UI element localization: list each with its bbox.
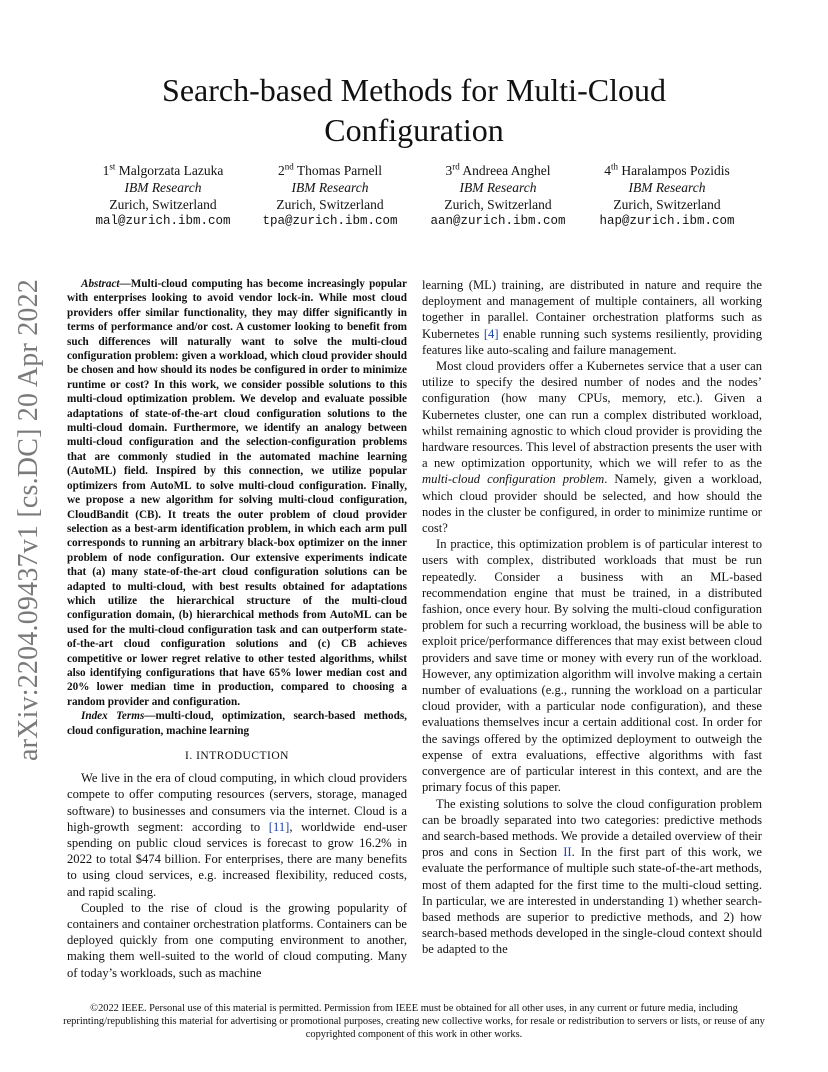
paragraph-text: The existing solutions to solve the cloud configuration problem can be broadly separated into two categories: predictive methods and search-based methods. We provide a detailed overview of their pros and cons in Section	[422, 796, 762, 860]
author-card	[78, 162, 248, 230]
author-location: Zurich, Switzerland	[613, 197, 721, 212]
paragraph-text: enable running such systems resiliently, providing features like auto-scaling and failure management.	[422, 326, 762, 357]
author-location: Zurich, Switzerland	[109, 197, 217, 212]
author-name: Malgorzata Lazuka	[118, 163, 224, 178]
index-terms	[67, 709, 407, 738]
introduction-body-right	[422, 277, 762, 958]
author-location: Zurich, Switzerland	[444, 197, 552, 212]
emphasized-term: multi-cloud configuration problem	[422, 472, 605, 487]
author-name-line: 1st Malgorzata Lazuka	[102, 161, 224, 178]
paragraph-text: Most cloud providers offer a Kubernetes service that a user can utilize to specify the desired number of nodes and the nodes’ configuration (how many CPUs, memory, etc.). Given a Kubernetes cluster, one can run a complex distributed workload, whilst remaining agnostic to which cloud provider is providing the hardware resources. This level of abstraction presents the user with a new optimization opportunity, which we will refer to as the	[422, 359, 762, 471]
index-terms-label: Index Terms	[81, 710, 145, 723]
author-email: hap@zurich.ibm.com	[599, 214, 735, 228]
section-heading: I. INTRODUCTION	[185, 750, 289, 762]
author-location: Zurich, Switzerland	[276, 197, 384, 212]
paragraph-text: learning (ML) training, are distributed in nature and require the deployment and management of multiple containers, all working together in parallel. Container orchestration platforms such as Kubernetes	[422, 278, 762, 341]
author-affiliation: IBM Research	[291, 180, 369, 195]
copyright-footer: ©2022 IEEE. Personal use of this material is permitted. Permission from IEEE must be obtained for all other uses, in any current or future media, including reprinting/republishing this material for advertising or promotional purposes, creating new collective works, for resale or redistribution to servers or lists, or reuse of any copyrighted component of this work in other works.	[63, 1003, 765, 1040]
author-name: Thomas Parnell	[296, 163, 382, 178]
author-affiliation: IBM Research	[124, 180, 202, 195]
author-affiliation: IBM Research	[628, 180, 706, 195]
abstract	[67, 277, 407, 709]
author-name: Andreea Anghel	[462, 163, 551, 178]
index-terms-text: —multi-cloud, optimization, search-based methods, cloud configuration, machine learning	[67, 710, 407, 737]
author-email: aan@zurich.ibm.com	[430, 214, 566, 228]
body-paragraph	[67, 770, 407, 900]
author-affiliation: IBM Research	[459, 180, 537, 195]
citation-link[interactable]: [4]	[483, 326, 499, 341]
paragraph-text: In practice, this optimization problem is of particular interest to users with complex, distributed workloads that must be run repeatedly. Consider a business with an ML-based recommendation engine that must be trained, in a distributed fashion, once every hour. By solving the multi-cloud configuration problem for such a recurring workload, the business will be able to exploit price/performance differences that may exist between cloud providers and save time or money with every run of the workload. However, any optimization algorithm will involve making a certain number of evaluations (e.g., running the workload on a particular cloud provider, with a particular node configuration), and these evaluations themselves incur a certain additional cost. In order for the savings offered by the optimized deployment to outweigh the expense of extra evaluations, effective algorithms with fast convergence are of particular interest in this context, and are the primary focus of this paper.	[422, 537, 762, 795]
body-paragraph	[422, 536, 762, 795]
arxiv-identifier-text: arXiv:2204.09437v1 [cs.DC] 20 Apr 2022	[13, 278, 45, 762]
paper-title-line-1: Search-based Methods for Multi-Cloud	[162, 72, 666, 108]
author-name: Haralampos Pozidis	[621, 163, 730, 178]
paragraph-text: . In the first part of this work, we evaluate the performance of multiple such state-of-the-art methods, most of them adapted for the first time to the multi-cloud setting. In particular, we are interested in understanding 1) whether search-based methods are superior to predictive methods, and 2) how search-based methods developed in the single-cloud context should be adapted to the	[422, 845, 762, 957]
abstract-label: Abstract	[81, 278, 120, 290]
author-name-line: 4th Haralampos Pozidis	[604, 161, 730, 178]
author-email: mal@zurich.ibm.com	[95, 214, 231, 228]
author-email: tpa@zurich.ibm.com	[262, 214, 398, 228]
paragraph-text: We live in the era of cloud computing, in which cloud providers compete to offer computing resources (servers, storage, managed software) to businesses and consumers via the internet. Cloud is a high-growth segment: according to	[67, 771, 407, 834]
author-card	[582, 162, 752, 230]
author-card	[413, 162, 583, 230]
paragraph-text: Coupled to the rise of cloud is the growing popularity of containers and container orchestration platforms. Containers can be deployed quickly from one computing environment to another, making them well-suited to the world of cloud computing. Many of today’s workloads, such as machine	[67, 900, 407, 980]
body-paragraph	[67, 900, 407, 981]
body-paragraph	[422, 277, 762, 358]
paragraph-text: . Namely, given a workload, which cloud provider should be selected, and how should the nodes in the cluster be configured, in order to minimize runtime or cost?	[422, 472, 762, 536]
paper-title-line-2: Configuration	[324, 112, 504, 148]
author-block	[0, 162, 828, 242]
left-column	[67, 277, 407, 981]
author-name-line: 2nd Thomas Parnell	[278, 161, 382, 178]
arxiv-identifier-stamp	[4, 280, 54, 760]
citation-link[interactable]: [11]	[268, 819, 290, 834]
body-paragraph	[422, 358, 762, 536]
paper-title	[60, 70, 768, 150]
introduction-body-left	[67, 770, 407, 981]
author-name-line: 3rd Andreea Anghel	[445, 161, 551, 178]
citation-link[interactable]: II	[563, 845, 572, 860]
author-card	[245, 162, 415, 230]
paragraph-text: , worldwide end-user spending on public cloud services is forecast to grow 16.2% in 2022 to total $474 billion. For enterprises, there are many benefits to using cloud services, e.g. increased flexibility, reduced costs, and rapid scaling.	[67, 819, 407, 899]
body-paragraph	[422, 796, 762, 958]
abstract-text: —Multi-cloud computing has become increasingly popular with enterprises looking to avoid vendor lock-in. While most cloud providers offer similar functionality, they may differ significantly in terms of performance and/or cost. A customer looking to benefit from such differences will naturally want to solve the multi-cloud configuration problem: given a workload, which cloud provider should be chosen and how should its nodes be configured in order to minimize runtime or cost? In this work, we consider possible solutions to this multi-cloud optimization problem. We develop and evaluate possible adaptations of state-of-the-art cloud configuration solutions to the multi-cloud domain. Furthermore, we identify an analogy between multi-cloud configuration and the selection-configuration problems that are commonly studied in the automated machine learning (AutoML) field. Inspired by this connection, we utilize popular optimizers from AutoML to solve multi-cloud configuration. Finally, we propose a new algorithm for solving multi-cloud configuration, CloudBandit (CB). It treats the outer problem of cloud provider selection as a best-arm identification problem, in which each arm pull corresponds to running an arbitrary black-box optimizer on the inner problem of node configuration. Our extensive experiments indicate that (a) many state-of-the-art cloud configuration solutions can be adapted to multi-cloud, with best results obtained for adaptations which utilize the hierarchical structure of the multi-cloud configuration domain, (b) hierarchical methods from AutoML can be used for the multi-cloud configuration task and can outperform state-of-the-art cloud configuration solutions and (c) CB achieves competitive or lower regret relative to other tested algorithms, whilst also identifying configurations that have 65% lower median cost and 20% lower median time in production, compared to choosing a random provider and configuration.	[67, 278, 407, 708]
right-column	[422, 277, 762, 958]
